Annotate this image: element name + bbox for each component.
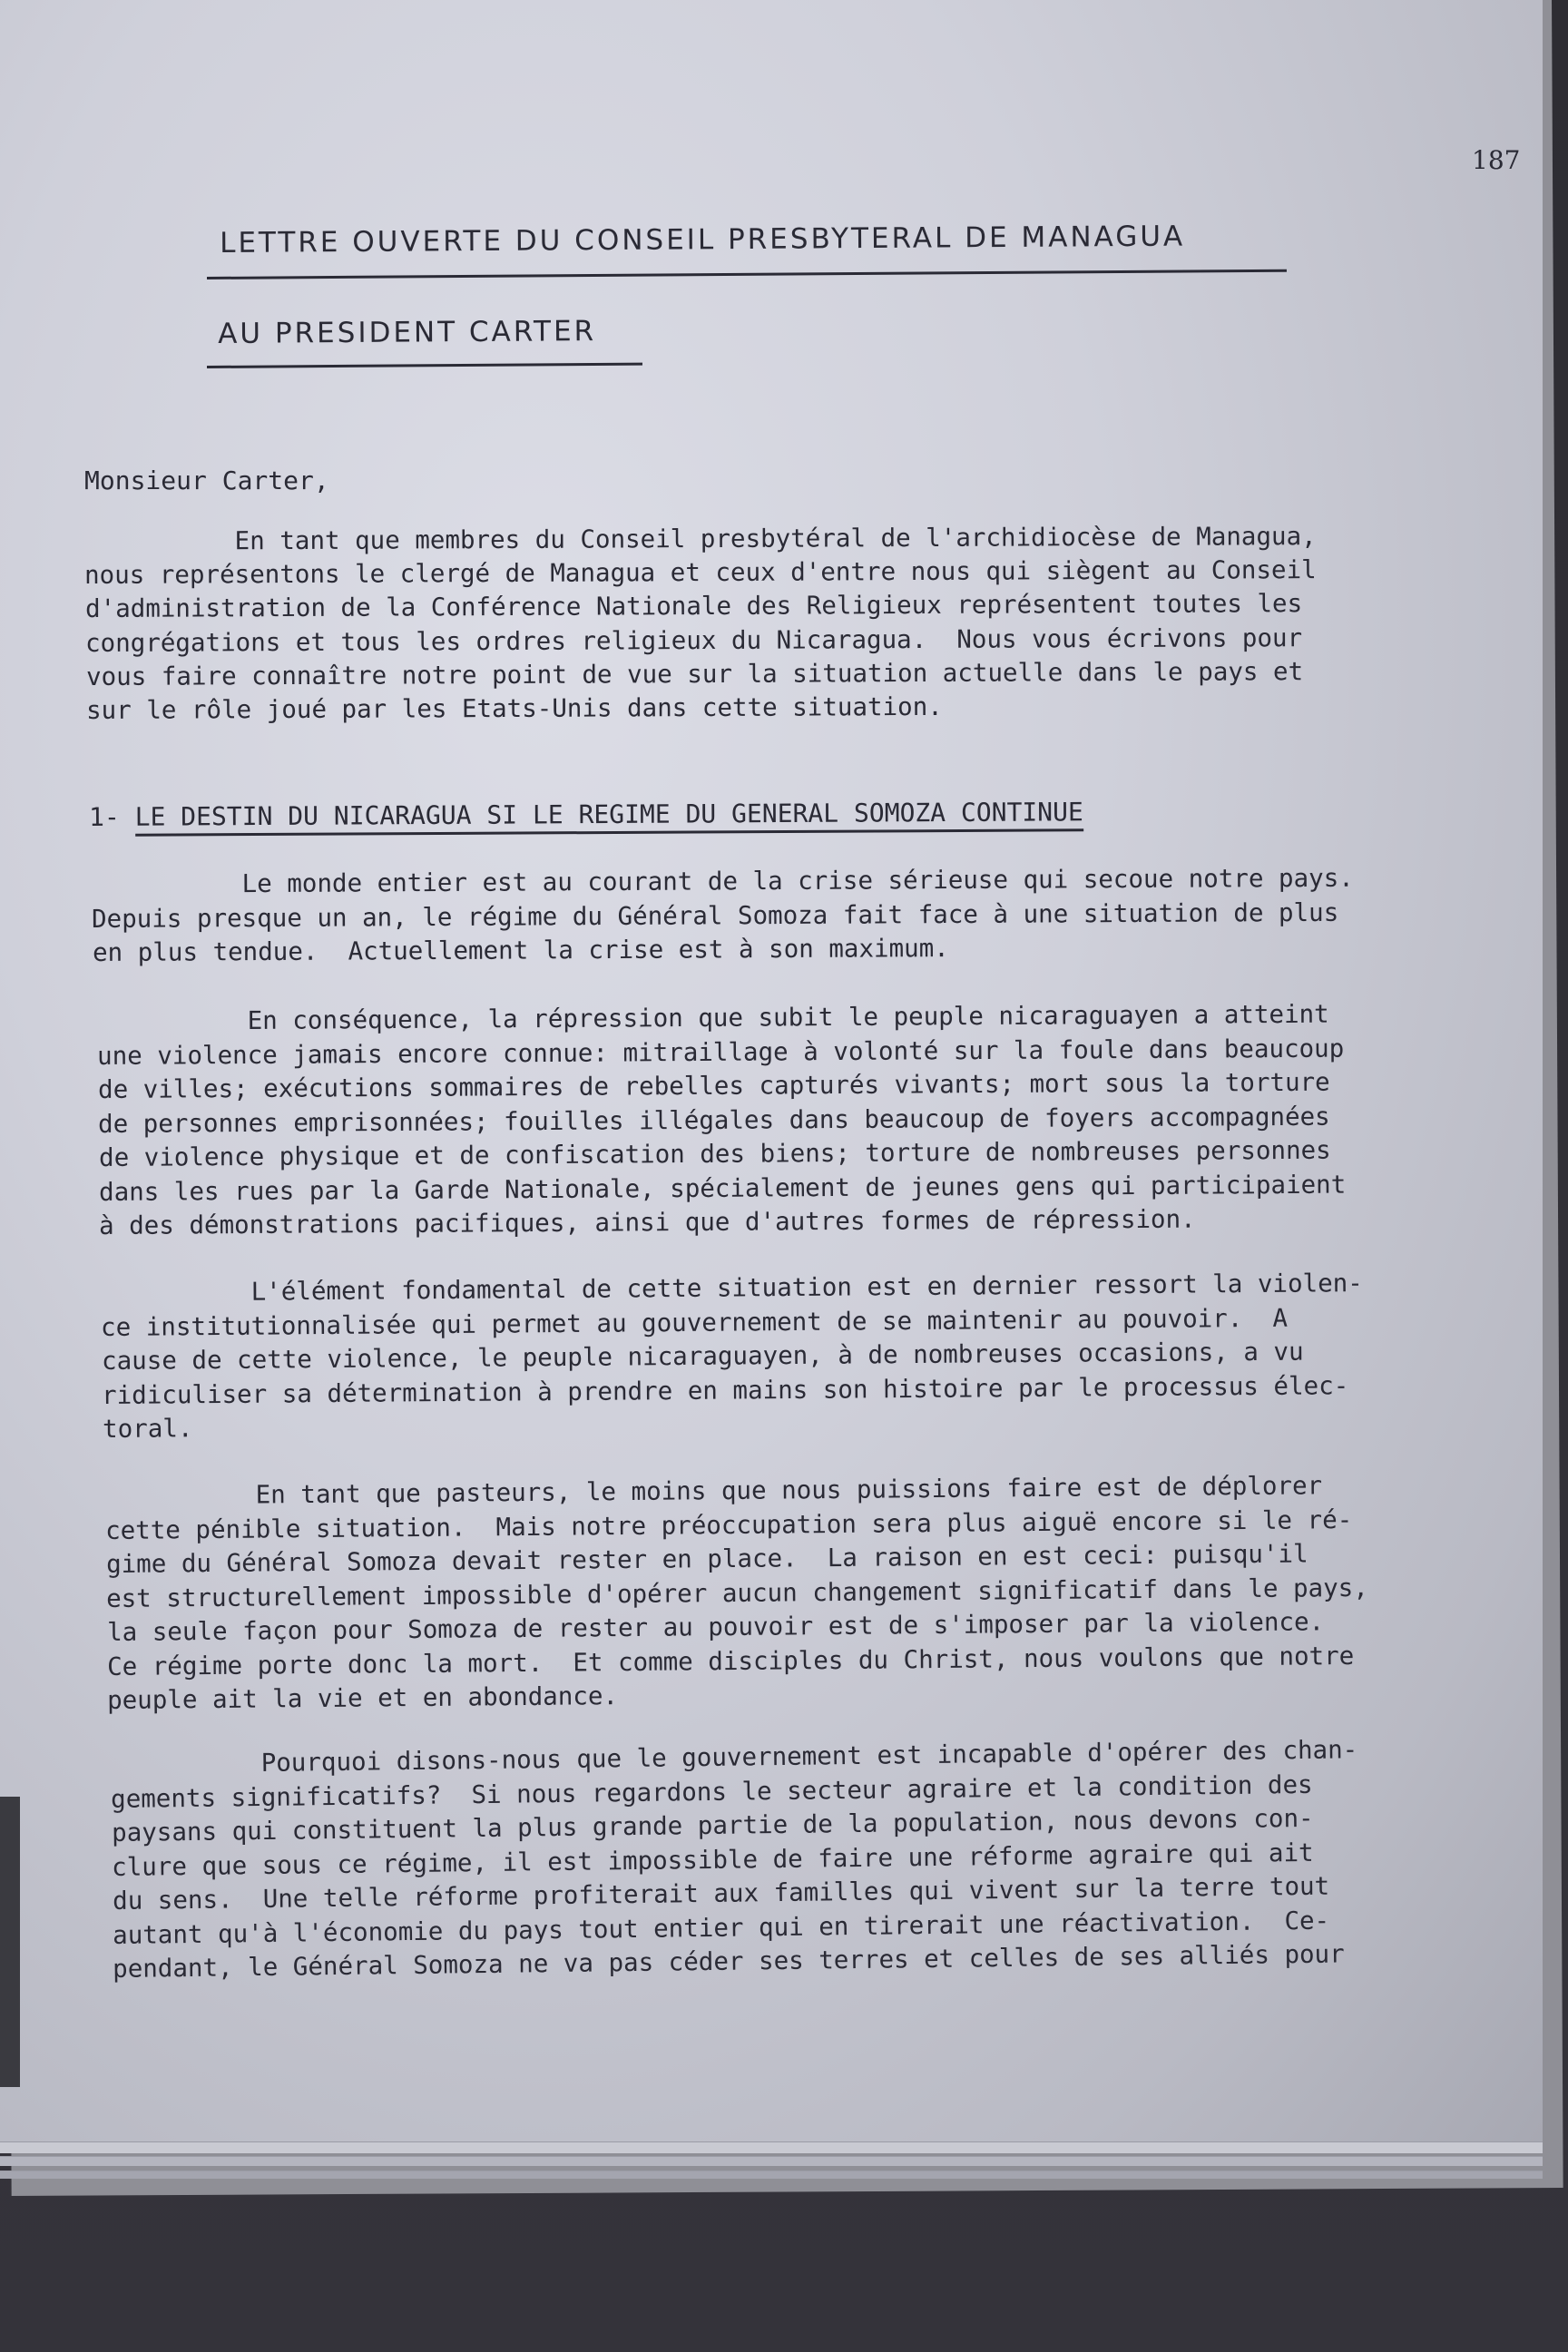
title-underline — [207, 363, 642, 368]
text-line: cette pénible situation. Mais notre préoccupation sera plus aiguë encore si le ré- — [105, 1504, 1353, 1545]
text-line: Depuis presque un an, le régime du Général Somoza fait face à une situation de plus — [92, 897, 1339, 934]
binding-strip — [0, 1797, 20, 2087]
salutation: Monsieur Carter, — [84, 466, 329, 495]
text-line: Le monde entier est au courant de la crise sérieuse qui secoue notre pays. — [91, 863, 1354, 899]
text-line: nous représentons le clergé de Managua et ceux d'entre nous qui siègent au Conseil — [84, 555, 1318, 591]
text-line: ridiculiser sa détermination à prendre en mains son histoire par le processus élec- — [102, 1370, 1349, 1410]
text-line: congrégations et tous les ordres religieux du Nicaragua. Nous vous écrivons pour — [85, 622, 1303, 658]
text-line: En conséquence, la répression que subit le peuple nicaraguayen a atteint — [96, 999, 1329, 1036]
page-edge — [0, 2156, 1543, 2166]
text-line: vous faire connaître notre point de vue sur la situation actuelle dans le pays et — [85, 656, 1303, 691]
text-line: la seule façon pour Somoza de rester au pouvoir est de s'imposer par la violence. — [106, 1607, 1324, 1647]
text-line: une violence jamais encore connue: mitraillage à volonté sur la foule dans beaucoup — [97, 1034, 1345, 1071]
text-line: de violence physique et de confiscation des biens; torture de nombreuses personnes — [98, 1135, 1331, 1172]
text-line: autant qu'à l'économie du pays tout entier qui en tirerait une réactivation. Ce- — [112, 1906, 1330, 1950]
text-line: de personnes emprisonnées; fouilles illégales dans beaucoup de foyers accompagnées — [98, 1102, 1330, 1139]
text-line: à des démonstrations pacifiques, ainsi que d'autres formes de répression. — [99, 1204, 1197, 1240]
text-line: de villes; exécutions sommaires de rebelles capturés vivants; mort sous la torture — [97, 1067, 1330, 1104]
text-line: Pourquoi disons-nous que le gouvernement est incapable d'opérer des chan- — [110, 1735, 1358, 1779]
page-number: 187 — [1472, 145, 1521, 175]
title-underline — [207, 270, 1287, 279]
text-line: est structurellement impossible d'opérer aucun changement significatif dans le pays, — [106, 1573, 1369, 1613]
title-line-1: LETTRE OUVERTE DU CONSEIL PRESBYTERAL DE MANAGUA — [220, 220, 1186, 260]
section-number: 1- — [89, 801, 120, 832]
text-line: Ce régime porte donc la mort. Et comme disciples du Christ, nous voulons que notre — [106, 1641, 1355, 1681]
text-line: gements significatifs? Si nous regardons le secteur agraire et la condition des — [111, 1769, 1314, 1814]
text-line: gime du Général Somoza devait rester en place. La raison en est ceci: puisqu'il — [105, 1539, 1308, 1579]
title-line-2: AU PRESIDENT CARTER — [218, 315, 597, 350]
text-line: du sens. Une telle réforme profiterait aux familles qui vivent sur la terre tout — [112, 1871, 1329, 1916]
page-edge — [0, 2141, 1543, 2153]
text-line: clure que sous ce régime, il est impossible de faire une réforme agraire qui ait — [112, 1838, 1314, 1882]
text-line: pendant, le Général Somoza ne va pas céder ses terres et celles de ses alliés pour — [113, 1939, 1346, 1984]
text-line: d'administration de la Conférence Nationale des Religieux représentent toutes les — [84, 589, 1302, 624]
text-line: dans les rues par la Garde Nationale, spécialement de jeunes gens qui participaient — [98, 1170, 1347, 1207]
section-title: LE DESTIN DU NICARAGUA SI LE REGIME DU GENERAL SOMOZA CONTINUE — [135, 797, 1083, 836]
text-line: ce institutionnalisée qui permet au gouvernement de se maintenir au pouvoir. A — [101, 1303, 1289, 1342]
text-line: cause de cette violence, le peuple nicaraguayen, à de nombreuses occasions, a vu — [101, 1337, 1304, 1376]
text-line: paysans qui constituent la plus grande partie de la population, nous devons con- — [111, 1803, 1314, 1847]
text-line: En tant que pasteurs, le moins que nous puissions faire est de déplorer — [104, 1471, 1323, 1511]
text-line: L'élément fondamental de cette situation est en dernier ressort la violen- — [100, 1269, 1363, 1308]
section-heading — [89, 797, 1083, 832]
text-line: peuple ait la vie et en abondance. — [107, 1681, 619, 1715]
text-line: toral. — [102, 1414, 193, 1444]
text-line: en plus tendue. Actuellement la crise est à son maximum. — [92, 934, 949, 967]
text-line: En tant que membres du Conseil presbytéral de l'archidiocèse de Managua, — [83, 522, 1317, 556]
page-edge — [0, 2171, 1543, 2179]
text-line: sur le rôle joué par les Etats-Unis dans cette situation. — [85, 691, 943, 725]
